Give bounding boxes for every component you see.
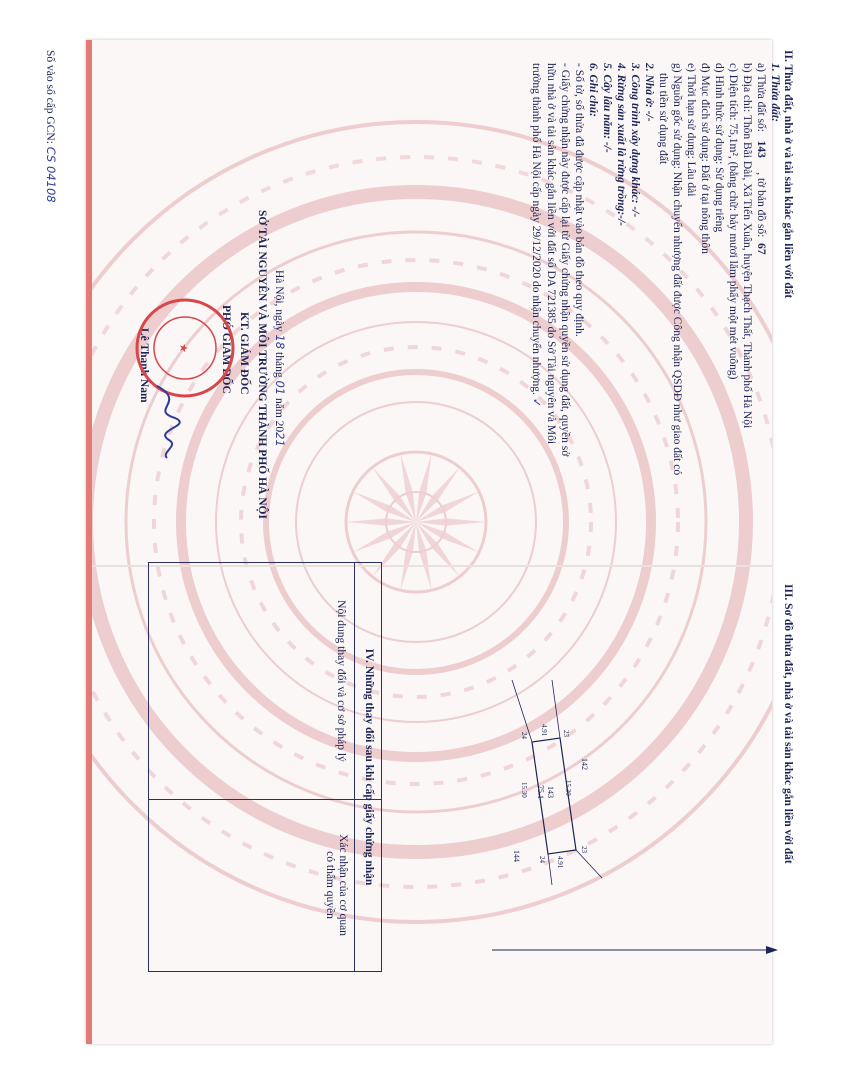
item-6-title: 6. Ghi chú: bbox=[587, 63, 599, 117]
map-sheet-number: 67 bbox=[755, 243, 767, 255]
column-authority-line-2: có thẩm quyền bbox=[324, 851, 336, 919]
deputy-director: PHÓ GIÁM ĐỐC bbox=[220, 305, 232, 394]
corner-23-b: 23 bbox=[580, 846, 588, 853]
corner-24-a: 24 bbox=[520, 732, 528, 739]
north-arrow-icon bbox=[482, 930, 782, 970]
note-line-1: - Số tờ, số thửa đã được cập nhật vào bản đồ theo quy định. bbox=[573, 63, 585, 337]
note-line-4: trường thành phố Hà Nội cấp ngày 29/12/2020 do nhận chuyển nhượng. ✓ bbox=[530, 63, 544, 408]
parcel-number-line: a) Thửa đất số: 143 , tờ bản đồ số: 67 bbox=[755, 63, 767, 255]
section-ii-title: II. Thửa đất, nhà ở và tài sản khác gắn liền với đất bbox=[782, 50, 794, 299]
edge-bottom: 15.30 bbox=[520, 782, 528, 798]
edge-top: 15.30 bbox=[564, 780, 572, 796]
item-2-house: 2. Nhà ở: -/- bbox=[643, 63, 655, 122]
date-month: 01 bbox=[273, 380, 287, 396]
parcel-sketch bbox=[472, 640, 622, 900]
registry-line: Số vào sổ cấp GCN: CS 04108 bbox=[44, 50, 58, 203]
area-line: c) Diện tích: 75,1m², (bằng chữ: bảy mươi lăm phẩy một mét vuông) bbox=[727, 63, 739, 380]
signing-date: Hà Nội, ngày 18 tháng 01 năm 2021 bbox=[273, 270, 287, 447]
issuing-agency: SỞ TÀI NGUYÊN VÀ MÔI TRƯỜNG THÀNH PHỐ HÀ NỘI bbox=[256, 210, 268, 519]
item-4-forest: 4. Rừng sản xuất là rừng trồng:-/- bbox=[615, 63, 627, 226]
item-3-constructions: 3. Công trình xây dựng khác: -/- bbox=[629, 63, 641, 218]
origin-line-2: thu tiền sử dụng đất bbox=[657, 73, 669, 165]
date-day: 18 bbox=[273, 334, 287, 350]
date-year: 21 bbox=[273, 432, 287, 447]
signer-name: Lê Thanh Nam bbox=[138, 328, 150, 403]
origin-line-1: g) Nguồn gốc sử dụng: Nhận chuyển nhượng đất được Công nhận QSDĐ như giao đất có bbox=[671, 63, 683, 476]
corner-24-b: 24 bbox=[538, 856, 546, 863]
edge-left: 4.91 bbox=[540, 724, 548, 737]
item-1-title: 1. Thửa đất: bbox=[769, 63, 781, 122]
usage-purpose-line: đ) Mục đích sử dụng: Đất ở tại nông thôn bbox=[699, 63, 711, 254]
item-5-perennial: 5. Cây lâu năm: -/- bbox=[601, 63, 613, 153]
note-line-3: hữu nhà ở và tài sản khác gắn liền với đất số DA 721385 do Sở Tài nguyên và Môi bbox=[545, 63, 557, 445]
note-line-2: - Giấy chứng nhận này được cấp lại từ Giấy chứng nhận quyền sử dụng đất, quyền sở bbox=[559, 63, 571, 457]
section-iv-title: IV. Những thay đổi sau khi cấp giấy chứng nhận bbox=[363, 648, 375, 886]
section-iii-title: III. Sơ đồ thửa đất, nhà ở và tài sản khác gắn liền với đất bbox=[782, 584, 794, 864]
changes-table bbox=[148, 562, 382, 972]
column-authority-line-1: Xác nhận của cơ quan bbox=[337, 834, 349, 936]
kt-director: KT. GIÁM ĐỐC bbox=[238, 312, 250, 395]
plot-neighbor-142: 142 bbox=[580, 758, 589, 770]
handwritten-signature bbox=[141, 382, 197, 462]
registry-number: CS 04108 bbox=[44, 146, 58, 203]
corner-23-a: 23 bbox=[562, 730, 570, 737]
column-change-content: Nội dung thay đổi và cơ sở pháp lý bbox=[335, 600, 347, 762]
plot-neighbor-144: 144 bbox=[512, 850, 521, 862]
usage-term-line: e) Thời hạn sử dụng: Lâu dài bbox=[685, 63, 697, 197]
address-line: b) Địa chỉ: Thôn Bãi Dài, Xã Tiến Xuân, huyện Thạch Thất, Thành phố Hà Nội bbox=[741, 63, 753, 429]
usage-form-line: d) Hình thức sử dụng: Sử dụng riêng bbox=[713, 63, 725, 233]
edge-right: 4.91 bbox=[556, 856, 564, 869]
parcel-number: 143 bbox=[755, 140, 767, 158]
plot-area: 75.1 bbox=[536, 785, 545, 799]
plot-parcel-number: 143 bbox=[546, 786, 555, 798]
svg-text:★: ★ bbox=[177, 343, 189, 353]
